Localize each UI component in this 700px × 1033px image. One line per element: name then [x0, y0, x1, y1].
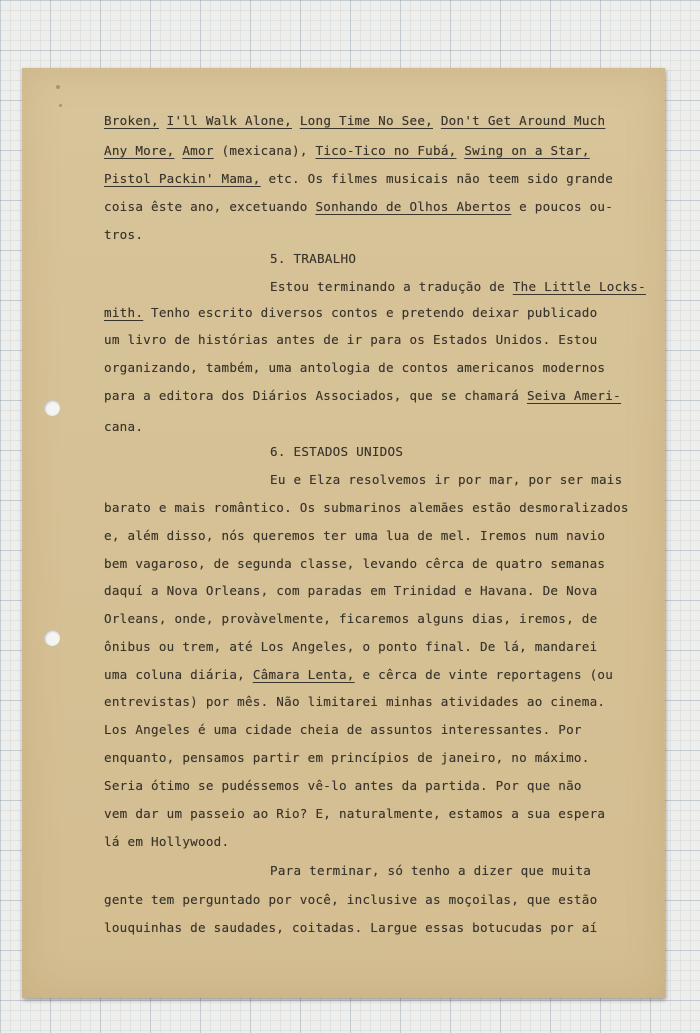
text-line — [104, 305, 597, 320]
text-line — [104, 199, 613, 214]
underlined-title: Amor — [182, 143, 214, 158]
text-segment — [433, 113, 441, 128]
text-segment — [292, 113, 300, 128]
underlined-title: Seiva Ameri- — [526, 388, 621, 403]
text-line: tros. — [104, 227, 144, 242]
text-line: Orleans, onde, provàvelmente, ficaremos alguns dias, iremos, de — [104, 611, 598, 626]
text-segment: (mexicana), — [213, 143, 316, 158]
text-line — [104, 113, 605, 128]
text-line — [104, 143, 590, 158]
text-segment — [159, 113, 167, 128]
text-segment: e poucos ou- — [511, 199, 614, 214]
text-line — [270, 279, 646, 294]
underlined-title: Any More, — [104, 143, 175, 158]
text-line: lá em Hollywood. — [104, 834, 230, 849]
underlined-title: Tico-Tico no Fubá, — [315, 143, 457, 158]
paper-speck — [59, 104, 62, 107]
section-heading: 6. ESTADOS UNIDOS — [270, 444, 404, 459]
text-line: organizando, também, uma antologia de contos americanos modernos — [104, 360, 606, 375]
text-line: e, além disso, nós queremos ter uma lua de mel. Iremos num navio — [104, 528, 606, 543]
text-line: Seria ótimo se pudéssemos vê-lo antes da partida. Por que não — [104, 778, 582, 793]
text-line: Los Angeles é uma cidade cheia de assuntos interessantes. Por — [104, 722, 582, 737]
text-line: Para terminar, só tenho a dizer que muita — [270, 863, 592, 878]
text-segment: coisa êste ano, excetuando — [104, 199, 316, 214]
text-line: um livro de histórias antes de ir para os Estados Unidos. Estou — [104, 332, 598, 347]
paper-speck — [56, 85, 60, 89]
underlined-title: Swing on a Star, — [464, 143, 590, 158]
underlined-title: mith. — [104, 305, 144, 320]
underlined-title: Broken, — [104, 113, 159, 128]
underlined-title: Câmara Lenta, — [252, 667, 355, 682]
text-line: gente tem perguntado por você, inclusive as moçoilas, que estão — [104, 892, 598, 907]
text-line: daquí a Nova Orleans, com paradas em Trinidad e Havana. De Nova — [104, 583, 598, 598]
text-segment: Estou terminando a tradução de — [270, 279, 513, 294]
underlined-title: I'll Walk Alone, — [166, 113, 292, 128]
text-line: entrevistas) por mês. Não limitarei minhas atividades ao cinema. — [104, 694, 606, 709]
underlined-title: Don't Get Around Much — [440, 113, 606, 128]
text-line: bem vagaroso, de segunda classe, levando cêrca de quatro semanas — [104, 556, 606, 571]
text-line — [104, 388, 621, 403]
text-line: ônibus ou trem, até Los Angeles, o ponto final. De lá, mandarei — [104, 639, 598, 654]
text-segment: para a editora dos Diários Associados, que se chamará — [104, 388, 527, 403]
section-heading: 5. TRABALHO — [270, 251, 357, 266]
text-line: vem dar um passeio ao Rio? E, naturalmente, estamos a sua espera — [104, 806, 606, 821]
text-line: louquinhas de saudades, coitadas. Largue essas botucudas por aí — [104, 920, 598, 935]
underlined-title: Sonhando de Olhos Abertos — [315, 199, 512, 214]
underlined-title: Pistol Packin' Mama, — [104, 171, 261, 186]
text-line: Eu e Elza resolvemos ir por mar, por ser mais — [270, 472, 623, 487]
punch-hole — [44, 630, 60, 646]
punch-hole — [44, 400, 60, 416]
text-segment: e cêrca de vinte reportagens (ou — [354, 667, 614, 682]
text-line — [104, 667, 613, 682]
text-segment: etc. Os filmes musicais não teem sido grande — [260, 171, 614, 186]
underlined-title: Long Time No See, — [299, 113, 433, 128]
text-line — [104, 171, 613, 186]
underlined-title: The Little Locks- — [512, 279, 646, 294]
text-line: barato e mais romântico. Os submarinos alemães estão desmoralizados — [104, 500, 629, 515]
typewritten-page — [22, 68, 665, 998]
text-segment: uma coluna diária, — [104, 667, 253, 682]
text-segment: Tenho escrito diversos contos e pretendo deixar publicado — [143, 305, 598, 320]
text-line: cana. — [104, 419, 144, 434]
text-line: enquanto, pensamos partir em princípios de janeiro, no máximo. — [104, 750, 590, 765]
